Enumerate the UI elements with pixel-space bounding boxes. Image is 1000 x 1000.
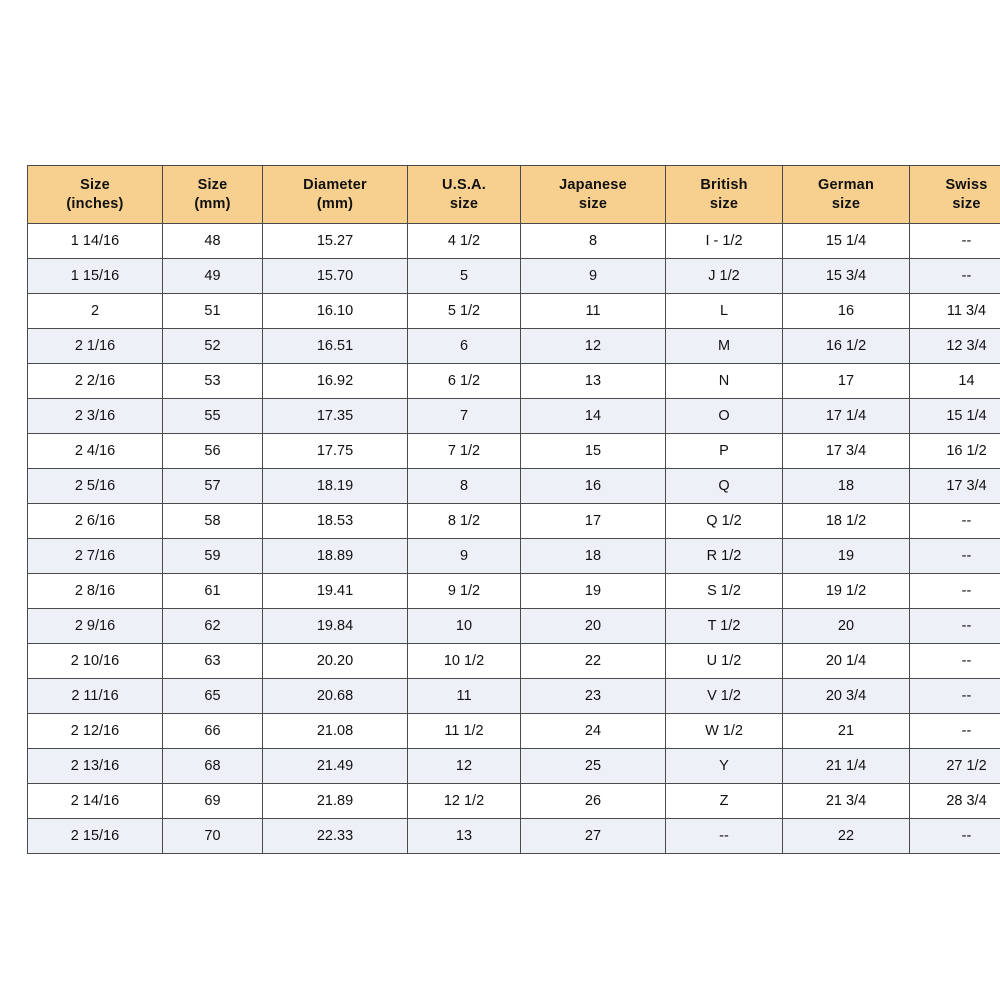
table-cell: 63 — [163, 644, 263, 679]
table-row — [28, 679, 1000, 714]
table-cell: 2 3/16 — [28, 399, 163, 434]
column-header-line-2: (mm) — [194, 195, 231, 212]
table-cell: -- — [910, 504, 1000, 539]
table-header-row — [28, 166, 1000, 224]
table-cell: L — [666, 294, 783, 329]
table-row — [28, 574, 1000, 609]
table-cell: 26 — [521, 784, 666, 819]
table-row — [28, 469, 1000, 504]
table-cell: 19 1/2 — [783, 574, 910, 609]
table-cell: 18.53 — [263, 504, 408, 539]
table-cell: 19.41 — [263, 574, 408, 609]
table-cell: 17.35 — [263, 399, 408, 434]
table-row — [28, 644, 1000, 679]
table-cell: 20 1/4 — [783, 644, 910, 679]
table-cell: 22 — [783, 819, 910, 854]
table-cell: 24 — [521, 714, 666, 749]
table-cell: 2 11/16 — [28, 679, 163, 714]
ring-size-table-container — [27, 165, 988, 854]
ring-size-table — [27, 165, 1000, 854]
table-cell: 15 3/4 — [783, 259, 910, 294]
table-cell: T 1/2 — [666, 609, 783, 644]
table-row — [28, 504, 1000, 539]
table-cell: 2 2/16 — [28, 364, 163, 399]
column-header-line-1: Japanese — [559, 177, 627, 194]
table-cell: 18.89 — [263, 539, 408, 574]
table-cell: 18 1/2 — [783, 504, 910, 539]
table-cell: 11 — [408, 679, 521, 714]
table-cell: O — [666, 399, 783, 434]
table-cell: 20 — [783, 609, 910, 644]
table-cell: 62 — [163, 609, 263, 644]
table-cell: -- — [910, 714, 1000, 749]
table-cell: 17 — [521, 504, 666, 539]
table-cell: R 1/2 — [666, 539, 783, 574]
table-cell: 57 — [163, 469, 263, 504]
column-header-swiss-size — [910, 166, 1000, 224]
table-cell: 17 1/4 — [783, 399, 910, 434]
table-cell: P — [666, 434, 783, 469]
table-cell: -- — [910, 539, 1000, 574]
table-cell: -- — [910, 819, 1000, 854]
table-cell: J 1/2 — [666, 259, 783, 294]
column-header-line-1: Swiss — [945, 177, 988, 194]
table-cell: 2 4/16 — [28, 434, 163, 469]
table-cell: 1 14/16 — [28, 224, 163, 259]
table-cell: 2 1/16 — [28, 329, 163, 364]
column-header-british-size — [666, 166, 783, 224]
table-cell: 2 7/16 — [28, 539, 163, 574]
table-cell: 18 — [783, 469, 910, 504]
table-cell: 19.84 — [263, 609, 408, 644]
table-cell: 12 1/2 — [408, 784, 521, 819]
column-header-japanese-size — [521, 166, 666, 224]
table-cell: 14 — [910, 364, 1000, 399]
column-header-size-mm — [163, 166, 263, 224]
table-cell: 17 — [783, 364, 910, 399]
table-cell: 11 — [521, 294, 666, 329]
column-header-german-size — [783, 166, 910, 224]
table-cell: 9 — [408, 539, 521, 574]
table-cell: 21.49 — [263, 749, 408, 784]
table-cell: S 1/2 — [666, 574, 783, 609]
table-cell: -- — [910, 679, 1000, 714]
table-cell: 21 3/4 — [783, 784, 910, 819]
table-header — [28, 166, 1000, 224]
table-cell: U 1/2 — [666, 644, 783, 679]
table-cell: 20.68 — [263, 679, 408, 714]
table-cell: -- — [910, 644, 1000, 679]
table-body — [28, 224, 1000, 854]
table-cell: -- — [666, 819, 783, 854]
table-cell: 6 — [408, 329, 521, 364]
column-header-line-2: size — [952, 195, 981, 212]
table-cell: 17.75 — [263, 434, 408, 469]
column-header-line-1: Size — [197, 177, 228, 194]
table-cell: W 1/2 — [666, 714, 783, 749]
table-cell: 16.10 — [263, 294, 408, 329]
table-cell: 70 — [163, 819, 263, 854]
table-cell: 21.89 — [263, 784, 408, 819]
table-cell: 5 — [408, 259, 521, 294]
table-cell: 61 — [163, 574, 263, 609]
table-cell: 53 — [163, 364, 263, 399]
table-cell: 10 — [408, 609, 521, 644]
column-header-line-2: size — [831, 195, 861, 212]
table-cell: 16 1/2 — [783, 329, 910, 364]
column-header-line-2: size — [578, 195, 608, 212]
table-cell: 48 — [163, 224, 263, 259]
column-header-size-inches — [28, 166, 163, 224]
table-row — [28, 224, 1000, 259]
table-cell: 59 — [163, 539, 263, 574]
table-cell: M — [666, 329, 783, 364]
table-cell: 7 — [408, 399, 521, 434]
table-cell: 23 — [521, 679, 666, 714]
table-cell: 27 1/2 — [910, 749, 1000, 784]
column-header-line-1: U.S.A. — [442, 177, 486, 194]
table-cell: 65 — [163, 679, 263, 714]
table-cell: Z — [666, 784, 783, 819]
table-row — [28, 784, 1000, 819]
table-cell: 8 — [521, 224, 666, 259]
table-cell: 1 15/16 — [28, 259, 163, 294]
table-cell: 2 14/16 — [28, 784, 163, 819]
table-cell: 66 — [163, 714, 263, 749]
column-header-usa-size — [408, 166, 521, 224]
column-header-line-1: Size — [80, 177, 110, 194]
table-cell: Q — [666, 469, 783, 504]
table-row — [28, 539, 1000, 574]
column-header-diameter-mm — [263, 166, 408, 224]
column-header-line-1: German — [818, 177, 874, 194]
table-row — [28, 714, 1000, 749]
table-cell: 22 — [521, 644, 666, 679]
table-row — [28, 329, 1000, 364]
table-cell: 68 — [163, 749, 263, 784]
table-cell: 6 1/2 — [408, 364, 521, 399]
table-cell: 9 1/2 — [408, 574, 521, 609]
table-cell: 2 9/16 — [28, 609, 163, 644]
table-cell: 17 3/4 — [783, 434, 910, 469]
table-cell: I - 1/2 — [666, 224, 783, 259]
table-cell: N — [666, 364, 783, 399]
table-cell: 19 — [521, 574, 666, 609]
table-cell: 15 1/4 — [783, 224, 910, 259]
table-cell: 21 — [783, 714, 910, 749]
table-cell: -- — [910, 609, 1000, 644]
table-cell: 25 — [521, 749, 666, 784]
table-cell: 8 1/2 — [408, 504, 521, 539]
table-cell: 7 1/2 — [408, 434, 521, 469]
table-cell: -- — [910, 574, 1000, 609]
table-cell: 20 3/4 — [783, 679, 910, 714]
table-cell: 15.70 — [263, 259, 408, 294]
table-cell: 8 — [408, 469, 521, 504]
table-cell: Q 1/2 — [666, 504, 783, 539]
table-row — [28, 434, 1000, 469]
table-cell: 20.20 — [263, 644, 408, 679]
table-cell: 18.19 — [263, 469, 408, 504]
column-header-line-1: Diameter — [303, 177, 367, 194]
table-cell: 22.33 — [263, 819, 408, 854]
table-cell: 51 — [163, 294, 263, 329]
table-cell: 55 — [163, 399, 263, 434]
table-cell: 15 — [521, 434, 666, 469]
column-header-line-2: size — [709, 195, 739, 212]
table-cell: 16 — [783, 294, 910, 329]
table-cell: 9 — [521, 259, 666, 294]
column-header-line-2: (inches) — [66, 195, 124, 212]
table-cell: -- — [910, 224, 1000, 259]
table-cell: 69 — [163, 784, 263, 819]
table-cell: 16.51 — [263, 329, 408, 364]
table-cell: -- — [910, 259, 1000, 294]
table-cell: 2 10/16 — [28, 644, 163, 679]
table-cell: 18 — [521, 539, 666, 574]
table-cell: 12 — [521, 329, 666, 364]
table-cell: 16 — [521, 469, 666, 504]
table-row — [28, 399, 1000, 434]
table-cell: 52 — [163, 329, 263, 364]
table-cell: 2 6/16 — [28, 504, 163, 539]
table-cell: 2 — [28, 294, 163, 329]
table-cell: 15 1/4 — [910, 399, 1000, 434]
table-cell: 16 1/2 — [910, 434, 1000, 469]
column-header-line-2: size — [449, 195, 479, 212]
table-cell: 49 — [163, 259, 263, 294]
table-cell: 4 1/2 — [408, 224, 521, 259]
table-cell: 11 1/2 — [408, 714, 521, 749]
table-cell: 2 13/16 — [28, 749, 163, 784]
table-cell: 19 — [783, 539, 910, 574]
table-cell: 2 5/16 — [28, 469, 163, 504]
table-row — [28, 749, 1000, 784]
table-cell: V 1/2 — [666, 679, 783, 714]
table-cell: 11 3/4 — [910, 294, 1000, 329]
table-cell: 28 3/4 — [910, 784, 1000, 819]
table-cell: 56 — [163, 434, 263, 469]
table-cell: 21 1/4 — [783, 749, 910, 784]
table-row — [28, 819, 1000, 854]
column-header-line-1: British — [700, 177, 748, 194]
table-cell: 10 1/2 — [408, 644, 521, 679]
table-cell: 14 — [521, 399, 666, 434]
table-cell: 16.92 — [263, 364, 408, 399]
table-cell: 2 12/16 — [28, 714, 163, 749]
table-cell: 58 — [163, 504, 263, 539]
table-cell: 13 — [408, 819, 521, 854]
table-cell: 21.08 — [263, 714, 408, 749]
table-cell: 20 — [521, 609, 666, 644]
table-cell: 15.27 — [263, 224, 408, 259]
table-cell: 2 15/16 — [28, 819, 163, 854]
table-cell: Y — [666, 749, 783, 784]
table-cell: 27 — [521, 819, 666, 854]
table-row — [28, 294, 1000, 329]
table-cell: 12 — [408, 749, 521, 784]
table-cell: 17 3/4 — [910, 469, 1000, 504]
table-row — [28, 609, 1000, 644]
table-cell: 12 3/4 — [910, 329, 1000, 364]
table-cell: 5 1/2 — [408, 294, 521, 329]
column-header-line-2: (mm) — [316, 195, 354, 212]
table-row — [28, 364, 1000, 399]
table-row — [28, 259, 1000, 294]
table-cell: 2 8/16 — [28, 574, 163, 609]
table-cell: 13 — [521, 364, 666, 399]
